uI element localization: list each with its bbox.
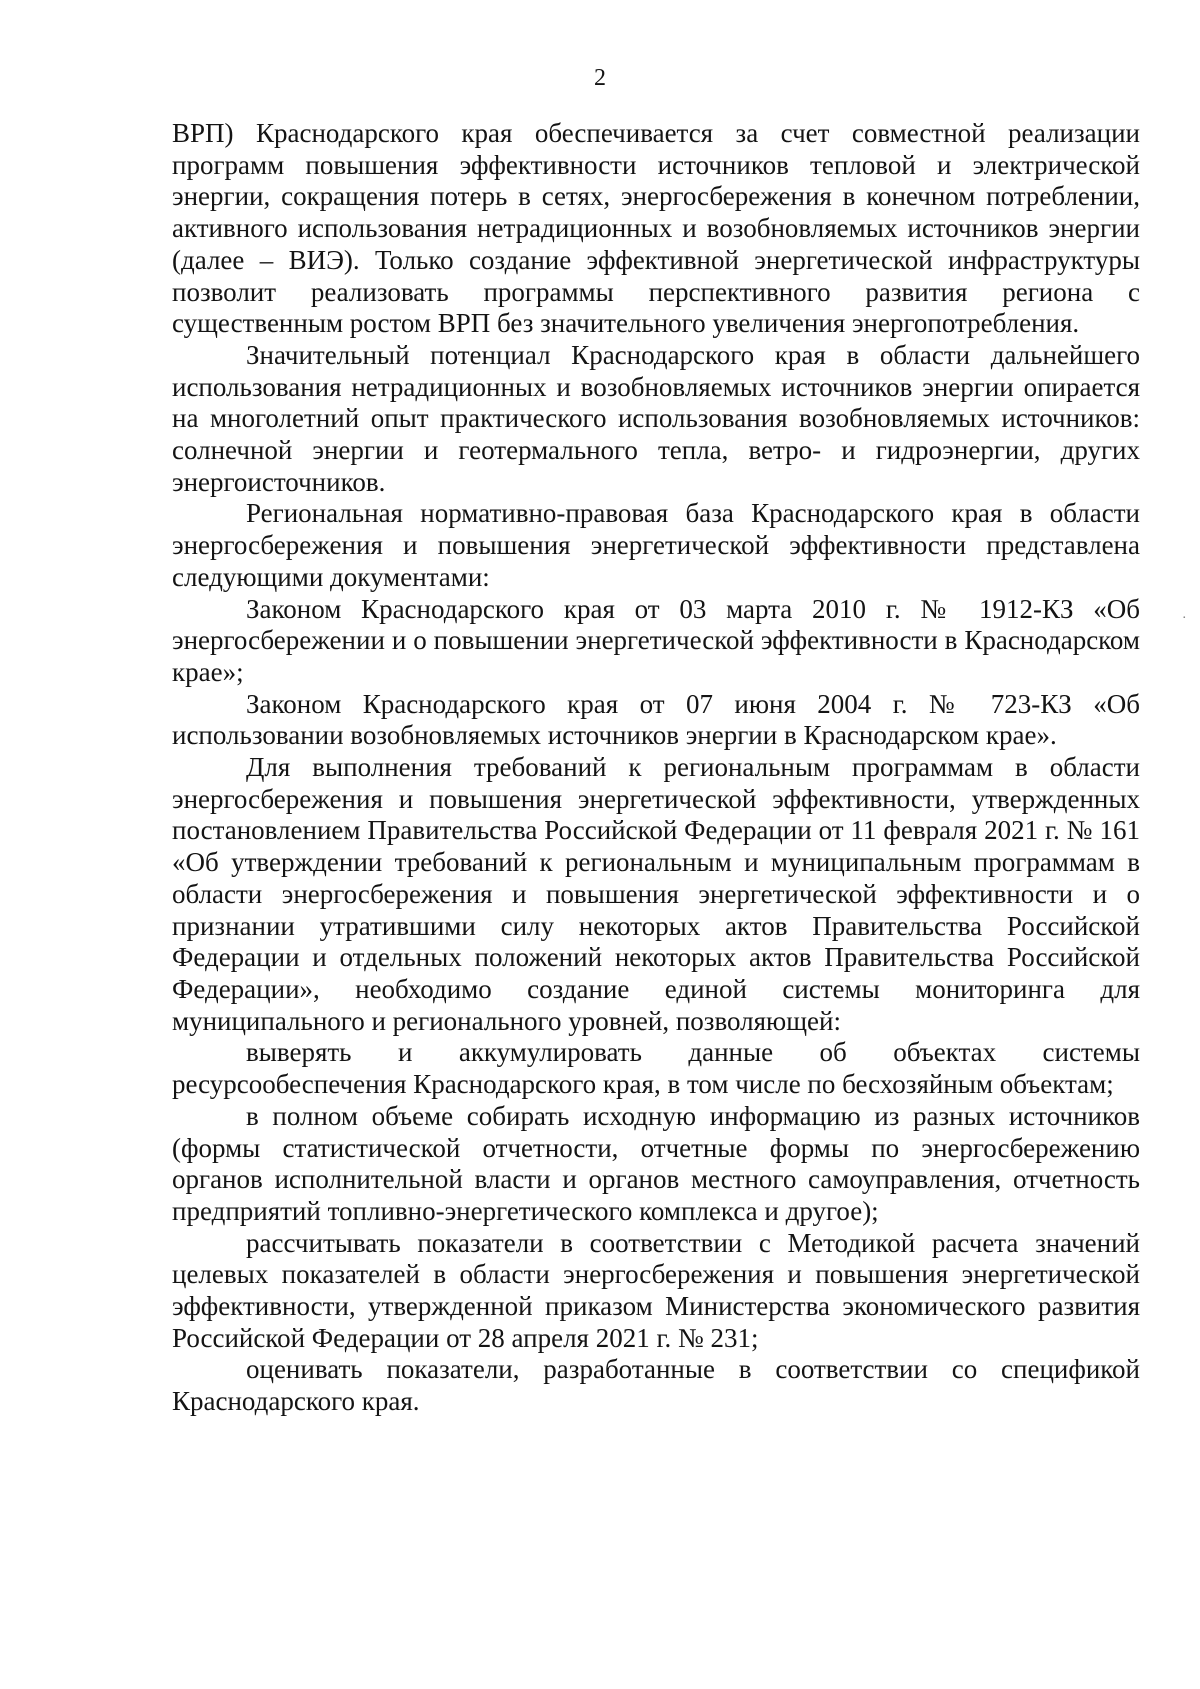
paragraph-law-723: Законом Краснодарского края от 07 июня 2004 г. № 723-КЗ «Об использовании возобновляемых источников энергии в Краснодарском крае». bbox=[172, 688, 1140, 751]
scan-mark: . bbox=[1182, 607, 1186, 622]
paragraph-verify-data: выверять и аккумулировать данные об объектах системы ресурсообеспечения Краснодарского края, в том числе по бесхозяйным объектам; bbox=[172, 1037, 1140, 1100]
document-body bbox=[172, 118, 1140, 1418]
paragraph-requirements: Для выполнения требований к региональным программам в области энергосбережения и повышения энергетической эффективности, утвержденных постановлением Правительства Российской Федерации от 11 февраля 2021 г. № 161 «Об утверждении требований к региональным и муниципальным программам в области энергосбережения и повышения энергетической эффективности и о признании утратившими силу некоторых актов Правительства Российской Федерации и отдельных положений некоторых актов Правительства Российской Федерации», необходимо создание единой системы мониторинга для муниципального и регионального уровней, позволяющей: bbox=[172, 752, 1140, 1036]
paragraph-continuation-vrp: ВРП) Краснодарского края обеспечивается за счет совместной реализации программ повышения эффективности источников тепловой и электрической энергии, сокращения потерь в сетях, энергосбережения в конечном потреблении, активного использования нетрадиционных и возобновляемых источников энергии (далее – ВИЭ). Только создание эффективной энергетической инфраструктуры позволит реализовать программы перспективного развития региона с существенным ростом ВРП без значительного увеличения энергопотребления. bbox=[172, 118, 1140, 339]
paragraph-collect-info: в полном объеме собирать исходную информацию из разных источников (формы статистической отчетности, отчетные формы по энергосбережению органов исполнительной власти и органов местного самоуправления, отчетность предприятий топливно-энергетического комплекса и другое); bbox=[172, 1100, 1140, 1226]
paragraph-calculate-indicators: рассчитывать показатели в соответствии с Методикой расчета значений целевых показателей в области энергосбережения и повышения энергетической эффективности, утвержденной приказом Министерства экономического развития Российской Федерации от 28 апреля 2021 г. № 231; bbox=[172, 1227, 1140, 1353]
paragraph-potential: Значительный потенциал Краснодарского края в области дальнейшего использования нетрадиционных и возобновляемых источников энергии опирается на многолетний опыт практического использования возобновляемых источников: солнечной энергии и геотермального тепла, ветро- и гидроэнергии, других энергоисточников. bbox=[172, 339, 1140, 497]
paragraph-law-1912: Законом Краснодарского края от 03 марта 2010 г. № 1912-КЗ «Об энергосбережении и о повышении энергетической эффективности в Краснодарском крае»; bbox=[172, 593, 1140, 687]
paragraph-legal-base: Региональная нормативно-правовая база Краснодарского края в области энергосбережения и повышения энергетической эффективности представлена следующими документами: bbox=[172, 498, 1140, 592]
page-number: 2 bbox=[594, 65, 606, 91]
paragraph-evaluate-indicators: оценивать показатели, разработанные в соответствии со спецификой Краснодарского края. bbox=[172, 1354, 1140, 1417]
